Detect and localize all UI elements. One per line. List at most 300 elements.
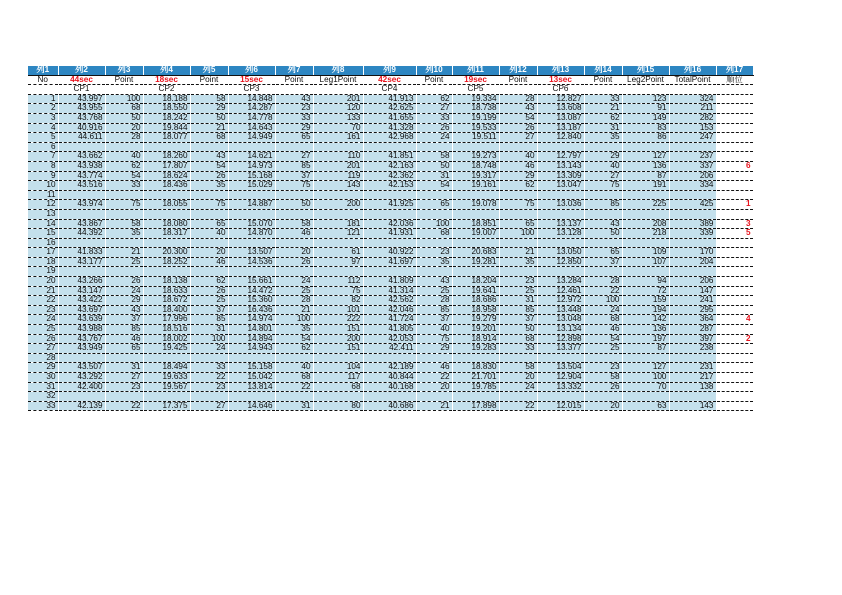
- data-cell[interactable]: [58, 142, 105, 152]
- data-cell[interactable]: 21.701: [452, 373, 499, 383]
- data-cell[interactable]: 43.266: [58, 277, 105, 287]
- data-cell[interactable]: 97: [313, 257, 363, 267]
- data-cell[interactable]: 62: [416, 94, 452, 104]
- data-cell[interactable]: 31: [190, 325, 228, 335]
- row-number[interactable]: 5: [28, 133, 58, 143]
- data-cell[interactable]: [452, 353, 499, 363]
- rank-cell[interactable]: [716, 94, 753, 104]
- data-cell[interactable]: 35: [499, 257, 537, 267]
- data-cell[interactable]: 16.436: [228, 305, 275, 315]
- rank-cell[interactable]: [716, 363, 753, 373]
- data-cell[interactable]: 211: [669, 104, 716, 114]
- checkpoint-cell-4[interactable]: CP2: [143, 85, 190, 95]
- data-cell[interactable]: 46: [584, 325, 622, 335]
- row-number[interactable]: 10: [28, 181, 58, 191]
- column-header-2[interactable]: 列2: [58, 66, 105, 75]
- data-cell[interactable]: 222: [313, 315, 363, 325]
- data-cell[interactable]: 25: [416, 286, 452, 296]
- data-cell[interactable]: 13.187: [537, 123, 584, 133]
- row-number[interactable]: 33: [28, 401, 58, 411]
- data-cell[interactable]: 21: [499, 248, 537, 258]
- data-cell[interactable]: 14.949: [228, 133, 275, 143]
- label-cell-7[interactable]: Point: [275, 75, 313, 85]
- data-cell[interactable]: 94: [622, 277, 669, 287]
- label-cell-1[interactable]: No: [28, 75, 58, 85]
- checkpoint-cell-11[interactable]: CP5: [452, 85, 499, 95]
- rank-cell[interactable]: 5: [716, 229, 753, 239]
- data-cell[interactable]: [622, 267, 669, 277]
- data-cell[interactable]: 42.163: [363, 161, 416, 171]
- data-cell[interactable]: 42.562: [363, 296, 416, 306]
- data-cell[interactable]: 19.078: [452, 200, 499, 210]
- data-cell[interactable]: 22: [105, 401, 143, 411]
- column-header-8[interactable]: 列8: [313, 66, 363, 75]
- data-cell[interactable]: 75: [499, 200, 537, 210]
- data-cell[interactable]: 18.188: [143, 94, 190, 104]
- data-cell[interactable]: 133: [313, 113, 363, 123]
- data-cell[interactable]: 23: [190, 382, 228, 392]
- data-cell[interactable]: 13.332: [537, 382, 584, 392]
- data-cell[interactable]: 28: [275, 296, 313, 306]
- column-header-7[interactable]: 列7: [275, 66, 313, 75]
- data-cell[interactable]: 43: [275, 94, 313, 104]
- data-cell[interactable]: 41.314: [363, 286, 416, 296]
- data-cell[interactable]: 181: [313, 219, 363, 229]
- data-cell[interactable]: 40: [105, 152, 143, 162]
- rank-cell[interactable]: [716, 305, 753, 315]
- data-cell[interactable]: 29: [190, 104, 228, 114]
- data-cell[interactable]: 104: [313, 363, 363, 373]
- data-cell[interactable]: [452, 142, 499, 152]
- data-cell[interactable]: 20: [416, 382, 452, 392]
- row-number[interactable]: 27: [28, 344, 58, 354]
- data-cell[interactable]: [143, 392, 190, 402]
- data-cell[interactable]: [313, 392, 363, 402]
- data-cell[interactable]: [416, 353, 452, 363]
- data-cell[interactable]: 18.400: [143, 305, 190, 315]
- data-cell[interactable]: 21: [275, 305, 313, 315]
- data-cell[interactable]: 46: [275, 229, 313, 239]
- data-cell[interactable]: 44.392: [58, 229, 105, 239]
- data-cell[interactable]: 42.053: [363, 334, 416, 344]
- data-cell[interactable]: [190, 190, 228, 200]
- data-cell[interactable]: 40.916: [58, 123, 105, 133]
- data-cell[interactable]: 100: [622, 373, 669, 383]
- data-cell[interactable]: 15.158: [228, 363, 275, 373]
- data-cell[interactable]: 41.913: [363, 94, 416, 104]
- column-header-12[interactable]: 列12: [499, 66, 537, 75]
- row-number[interactable]: 19: [28, 267, 58, 277]
- data-cell[interactable]: 54: [416, 181, 452, 191]
- data-cell[interactable]: 19.334: [452, 94, 499, 104]
- data-cell[interactable]: [499, 238, 537, 248]
- data-cell[interactable]: 75: [190, 200, 228, 210]
- data-cell[interactable]: [363, 190, 416, 200]
- data-cell[interactable]: 19.201: [452, 325, 499, 335]
- data-cell[interactable]: 26: [190, 286, 228, 296]
- data-cell[interactable]: 17.375: [143, 401, 190, 411]
- data-cell[interactable]: 127: [622, 152, 669, 162]
- data-cell[interactable]: 19.273: [452, 152, 499, 162]
- data-cell[interactable]: 40: [190, 229, 228, 239]
- data-cell[interactable]: 28: [416, 296, 452, 306]
- data-cell[interactable]: 18.494: [143, 363, 190, 373]
- data-cell[interactable]: [275, 209, 313, 219]
- data-cell[interactable]: [537, 392, 584, 402]
- data-cell[interactable]: 68: [313, 382, 363, 392]
- data-cell[interactable]: 40.686: [363, 401, 416, 411]
- rank-cell[interactable]: [716, 401, 753, 411]
- data-cell[interactable]: 41.931: [363, 229, 416, 239]
- data-cell[interactable]: 19.567: [143, 382, 190, 392]
- data-cell[interactable]: [143, 190, 190, 200]
- data-cell[interactable]: 25: [499, 286, 537, 296]
- data-cell[interactable]: [363, 392, 416, 402]
- data-cell[interactable]: 18.077: [143, 133, 190, 143]
- data-cell[interactable]: 13.814: [228, 382, 275, 392]
- data-cell[interactable]: [105, 392, 143, 402]
- data-cell[interactable]: 237: [669, 152, 716, 162]
- data-cell[interactable]: 27: [584, 171, 622, 181]
- data-cell[interactable]: [228, 392, 275, 402]
- data-cell[interactable]: [416, 267, 452, 277]
- data-cell[interactable]: 282: [669, 113, 716, 123]
- data-cell[interactable]: 18.851: [452, 219, 499, 229]
- data-cell[interactable]: 110: [313, 152, 363, 162]
- data-cell[interactable]: 170: [669, 248, 716, 258]
- data-cell[interactable]: [228, 238, 275, 248]
- data-cell[interactable]: [499, 267, 537, 277]
- data-cell[interactable]: [584, 142, 622, 152]
- row-number[interactable]: 12: [28, 200, 58, 210]
- data-cell[interactable]: [669, 142, 716, 152]
- data-cell[interactable]: [143, 353, 190, 363]
- data-cell[interactable]: [275, 267, 313, 277]
- data-cell[interactable]: 42.189: [363, 363, 416, 373]
- data-cell[interactable]: 27: [499, 133, 537, 143]
- data-cell[interactable]: 13.377: [537, 344, 584, 354]
- data-cell[interactable]: [190, 392, 228, 402]
- data-cell[interactable]: 58: [416, 152, 452, 162]
- data-cell[interactable]: 26: [499, 123, 537, 133]
- data-cell[interactable]: 13.050: [537, 248, 584, 258]
- data-cell[interactable]: [190, 209, 228, 219]
- rank-cell[interactable]: [716, 325, 753, 335]
- data-cell[interactable]: 14.621: [228, 152, 275, 162]
- data-cell[interactable]: 68: [416, 229, 452, 239]
- data-cell[interactable]: 151: [313, 325, 363, 335]
- data-cell[interactable]: 41.833: [58, 248, 105, 258]
- data-cell[interactable]: 31: [584, 123, 622, 133]
- data-cell[interactable]: 142: [622, 315, 669, 325]
- label-cell-8[interactable]: Leg1Point: [313, 75, 363, 85]
- data-cell[interactable]: [499, 209, 537, 219]
- label-cell-17[interactable]: 順位: [716, 75, 753, 85]
- data-cell[interactable]: [143, 267, 190, 277]
- data-cell[interactable]: 15.360: [228, 296, 275, 306]
- data-cell[interactable]: 42.411: [363, 344, 416, 354]
- data-cell[interactable]: 121: [313, 229, 363, 239]
- rank-cell[interactable]: [716, 238, 753, 248]
- data-cell[interactable]: [622, 209, 669, 219]
- data-cell[interactable]: 151: [313, 344, 363, 354]
- data-cell[interactable]: 33: [416, 113, 452, 123]
- data-cell[interactable]: [416, 190, 452, 200]
- row-number[interactable]: 18: [28, 257, 58, 267]
- checkpoint-cell-3[interactable]: [105, 85, 143, 95]
- data-cell[interactable]: 22: [190, 373, 228, 383]
- data-cell[interactable]: 159: [622, 296, 669, 306]
- data-cell[interactable]: 58: [105, 219, 143, 229]
- data-cell[interactable]: [669, 353, 716, 363]
- data-cell[interactable]: 19.425: [143, 344, 190, 354]
- data-cell[interactable]: 13.284: [537, 277, 584, 287]
- data-cell[interactable]: 18.686: [452, 296, 499, 306]
- row-number[interactable]: 23: [28, 305, 58, 315]
- data-cell[interactable]: [275, 142, 313, 152]
- data-cell[interactable]: [228, 142, 275, 152]
- data-cell[interactable]: 14.778: [228, 113, 275, 123]
- data-cell[interactable]: 217: [669, 373, 716, 383]
- data-cell[interactable]: 43.767: [58, 334, 105, 344]
- data-cell[interactable]: 20.683: [452, 248, 499, 258]
- data-cell[interactable]: 136: [622, 161, 669, 171]
- data-cell[interactable]: [416, 209, 452, 219]
- data-cell[interactable]: [363, 238, 416, 248]
- data-cell[interactable]: [669, 238, 716, 248]
- data-cell[interactable]: 50: [499, 325, 537, 335]
- data-cell[interactable]: 100: [190, 334, 228, 344]
- data-cell[interactable]: 19.281: [452, 257, 499, 267]
- data-cell[interactable]: 43.177: [58, 257, 105, 267]
- data-cell[interactable]: 12.904: [537, 373, 584, 383]
- column-header-11[interactable]: 列11: [452, 66, 499, 75]
- data-cell[interactable]: [584, 190, 622, 200]
- rank-cell[interactable]: 6: [716, 161, 753, 171]
- checkpoint-cell-7[interactable]: [275, 85, 313, 95]
- data-cell[interactable]: 50: [584, 229, 622, 239]
- data-cell[interactable]: 25: [275, 286, 313, 296]
- data-cell[interactable]: 35: [416, 257, 452, 267]
- data-cell[interactable]: 42.968: [363, 133, 416, 143]
- checkpoint-cell-14[interactable]: [584, 85, 622, 95]
- data-cell[interactable]: 18.080: [143, 219, 190, 229]
- rank-cell[interactable]: [716, 267, 753, 277]
- data-cell[interactable]: [416, 142, 452, 152]
- data-cell[interactable]: [363, 353, 416, 363]
- data-cell[interactable]: 23: [105, 382, 143, 392]
- data-cell[interactable]: 200: [313, 200, 363, 210]
- rank-cell[interactable]: [716, 296, 753, 306]
- rank-cell[interactable]: [716, 373, 753, 383]
- data-cell[interactable]: 14.287: [228, 104, 275, 114]
- data-cell[interactable]: [228, 190, 275, 200]
- data-cell[interactable]: 19.844: [143, 123, 190, 133]
- data-cell[interactable]: 43.774: [58, 171, 105, 181]
- data-cell[interactable]: 42.046: [363, 305, 416, 315]
- column-header-13[interactable]: 列13: [537, 66, 584, 75]
- data-cell[interactable]: 143: [313, 181, 363, 191]
- data-cell[interactable]: 43: [416, 277, 452, 287]
- data-cell[interactable]: 27: [105, 373, 143, 383]
- data-cell[interactable]: 127: [622, 363, 669, 373]
- data-cell[interactable]: 65: [190, 219, 228, 229]
- data-cell[interactable]: 23: [416, 248, 452, 258]
- label-cell-4[interactable]: 18sec: [143, 75, 190, 85]
- data-cell[interactable]: 40: [499, 152, 537, 162]
- data-cell[interactable]: 109: [622, 248, 669, 258]
- data-cell[interactable]: 13.143: [537, 161, 584, 171]
- data-cell[interactable]: 218: [622, 229, 669, 239]
- data-cell[interactable]: 18.252: [143, 257, 190, 267]
- data-cell[interactable]: 197: [622, 334, 669, 344]
- data-cell[interactable]: 21: [190, 123, 228, 133]
- data-cell[interactable]: 42.153: [363, 181, 416, 191]
- data-cell[interactable]: [452, 267, 499, 277]
- data-cell[interactable]: 31: [275, 401, 313, 411]
- data-cell[interactable]: 15.042: [228, 373, 275, 383]
- data-cell[interactable]: [452, 238, 499, 248]
- data-cell[interactable]: 50: [190, 113, 228, 123]
- data-cell[interactable]: 62: [105, 161, 143, 171]
- data-cell[interactable]: 18.633: [143, 286, 190, 296]
- data-cell[interactable]: 41.851: [363, 152, 416, 162]
- data-cell[interactable]: 22: [416, 373, 452, 383]
- data-cell[interactable]: 194: [622, 305, 669, 315]
- data-cell[interactable]: 28: [584, 277, 622, 287]
- data-cell[interactable]: 37: [584, 257, 622, 267]
- data-cell[interactable]: 153: [669, 123, 716, 133]
- data-cell[interactable]: [499, 353, 537, 363]
- rank-cell[interactable]: [716, 353, 753, 363]
- data-cell[interactable]: 22: [584, 286, 622, 296]
- data-cell[interactable]: [143, 142, 190, 152]
- column-header-14[interactable]: 列14: [584, 66, 622, 75]
- rank-cell[interactable]: [716, 209, 753, 219]
- column-header-1[interactable]: 列1: [28, 66, 58, 75]
- data-cell[interactable]: 12.461: [537, 286, 584, 296]
- row-number[interactable]: 22: [28, 296, 58, 306]
- data-cell[interactable]: 54: [499, 113, 537, 123]
- data-cell[interactable]: 117: [313, 373, 363, 383]
- data-cell[interactable]: [143, 209, 190, 219]
- data-cell[interactable]: 40.168: [363, 382, 416, 392]
- data-cell[interactable]: 33: [499, 344, 537, 354]
- checkpoint-cell-1[interactable]: [28, 85, 58, 95]
- data-cell[interactable]: [416, 238, 452, 248]
- data-cell[interactable]: 18.748: [452, 161, 499, 171]
- data-cell[interactable]: 65: [499, 219, 537, 229]
- row-number[interactable]: 24: [28, 315, 58, 325]
- data-cell[interactable]: 100: [584, 296, 622, 306]
- data-cell[interactable]: 85: [190, 315, 228, 325]
- data-cell[interactable]: 397: [669, 334, 716, 344]
- checkpoint-cell-9[interactable]: CP4: [363, 85, 416, 95]
- data-cell[interactable]: [58, 353, 105, 363]
- data-cell[interactable]: 13.036: [537, 200, 584, 210]
- data-cell[interactable]: 12.972: [537, 296, 584, 306]
- data-cell[interactable]: 15.070: [228, 219, 275, 229]
- column-header-4[interactable]: 列4: [143, 66, 190, 75]
- data-cell[interactable]: 18.672: [143, 296, 190, 306]
- data-cell[interactable]: [190, 267, 228, 277]
- data-cell[interactable]: 13.128: [537, 229, 584, 239]
- data-cell[interactable]: [584, 267, 622, 277]
- rank-cell[interactable]: [716, 382, 753, 392]
- data-cell[interactable]: 65: [416, 200, 452, 210]
- data-cell[interactable]: 18.914: [452, 334, 499, 344]
- data-cell[interactable]: 101: [313, 305, 363, 315]
- data-cell[interactable]: 337: [669, 161, 716, 171]
- data-cell[interactable]: 208: [622, 219, 669, 229]
- data-cell[interactable]: 43.867: [58, 219, 105, 229]
- data-cell[interactable]: 389: [669, 219, 716, 229]
- data-cell[interactable]: 18.138: [143, 277, 190, 287]
- data-cell[interactable]: 13.047: [537, 181, 584, 191]
- data-cell[interactable]: 19.161: [452, 181, 499, 191]
- data-cell[interactable]: 14.973: [228, 161, 275, 171]
- data-cell[interactable]: 18.055: [143, 200, 190, 210]
- data-cell[interactable]: 43: [499, 104, 537, 114]
- data-cell[interactable]: 33: [275, 113, 313, 123]
- data-cell[interactable]: 70: [622, 382, 669, 392]
- data-cell[interactable]: [452, 392, 499, 402]
- label-cell-13[interactable]: 13sec: [537, 75, 584, 85]
- data-cell[interactable]: [669, 267, 716, 277]
- column-header-10[interactable]: 列10: [416, 66, 452, 75]
- row-number[interactable]: 32: [28, 392, 58, 402]
- row-number[interactable]: 11: [28, 190, 58, 200]
- data-cell[interactable]: 50: [275, 200, 313, 210]
- checkpoint-cell-5[interactable]: [190, 85, 228, 95]
- data-cell[interactable]: [363, 267, 416, 277]
- data-cell[interactable]: 85: [416, 305, 452, 315]
- label-cell-5[interactable]: Point: [190, 75, 228, 85]
- rank-cell[interactable]: [716, 190, 753, 200]
- data-cell[interactable]: 85: [105, 325, 143, 335]
- data-cell[interactable]: 14.536: [228, 257, 275, 267]
- row-number[interactable]: 29: [28, 363, 58, 373]
- data-cell[interactable]: [228, 353, 275, 363]
- data-cell[interactable]: [58, 392, 105, 402]
- data-cell[interactable]: 13.087: [537, 113, 584, 123]
- checkpoint-cell-13[interactable]: CP6: [537, 85, 584, 95]
- data-cell[interactable]: [275, 353, 313, 363]
- data-cell[interactable]: 41.809: [363, 277, 416, 287]
- data-cell[interactable]: [105, 142, 143, 152]
- data-cell[interactable]: 70: [313, 123, 363, 133]
- data-cell[interactable]: 33: [584, 94, 622, 104]
- data-cell[interactable]: [622, 392, 669, 402]
- data-cell[interactable]: 14.646: [228, 401, 275, 411]
- data-cell[interactable]: 17.996: [143, 315, 190, 325]
- data-cell[interactable]: 58: [190, 94, 228, 104]
- data-cell[interactable]: 37: [275, 171, 313, 181]
- checkpoint-cell-17[interactable]: [716, 85, 753, 95]
- data-cell[interactable]: 425: [669, 200, 716, 210]
- data-cell[interactable]: 24: [190, 344, 228, 354]
- rank-cell[interactable]: [716, 181, 753, 191]
- data-cell[interactable]: 143: [669, 401, 716, 411]
- data-cell[interactable]: [275, 190, 313, 200]
- data-cell[interactable]: 42.400: [58, 382, 105, 392]
- data-cell[interactable]: 33: [105, 181, 143, 191]
- data-cell[interactable]: 37: [105, 315, 143, 325]
- data-cell[interactable]: 23: [584, 363, 622, 373]
- column-header-5[interactable]: 列5: [190, 66, 228, 75]
- data-cell[interactable]: 225: [622, 200, 669, 210]
- data-cell[interactable]: [228, 267, 275, 277]
